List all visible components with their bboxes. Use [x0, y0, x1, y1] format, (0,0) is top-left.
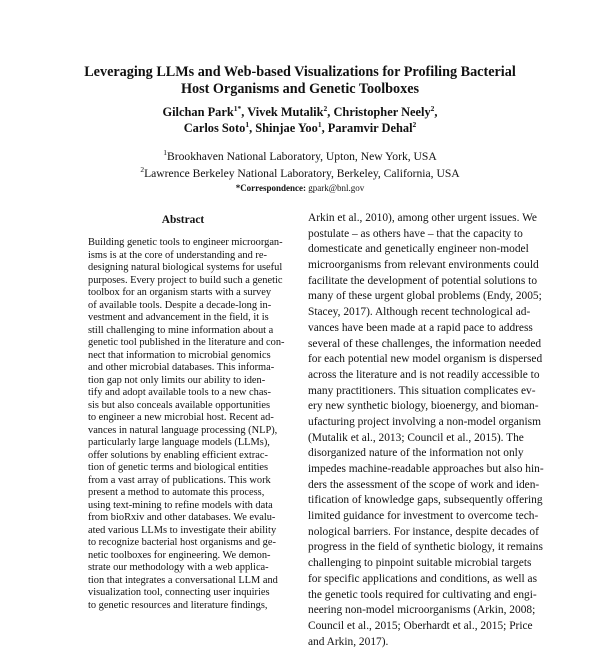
text-line: isms is at the core of understanding and re- — [88, 249, 267, 261]
intro-body-text — [308, 211, 544, 650]
text-line: visualization tool, connecting user inquiries — [88, 587, 270, 598]
text-line: many practitioners. This situation complicates ev- — [308, 384, 536, 397]
text-line: challenging to pinpoint suitable microbial targets — [308, 557, 532, 570]
text-line: ery new synthetic biology, bioenergy, and bioman- — [308, 400, 539, 413]
author: Paramvir Dehal$^2$ — [327, 119, 417, 135]
text-line: vances have been made at a rapid pace to address — [308, 321, 533, 334]
author: Shinjae Yoo$^1$, — [255, 119, 328, 135]
text-line: tion gap not only limits our ability to iden- — [88, 374, 266, 386]
author: Carlos Soto$^1$, — [183, 119, 256, 135]
text-line: nect that information to microbial genomics — [88, 349, 271, 361]
text-line: limited guidance for investment to overcome tech- — [308, 510, 539, 523]
text-line: of available tools. Despite a decade-long in- — [88, 299, 272, 311]
text-line: strate our methodology with a web applica- — [88, 562, 269, 573]
text-line: from bioRxiv and other databases. We evalu- — [88, 512, 276, 523]
text-line: the genetic tools required for cultivating and engi- — [308, 588, 537, 601]
text-line: ated various LLMs to investigate their ability — [88, 524, 277, 536]
correspondence-email[interactable]: gpark@bnl.gov — [308, 183, 365, 193]
text-line: domesticate and genetically engineer non-model — [308, 243, 529, 256]
abstract-body — [88, 237, 285, 612]
text-line: vances in natural language processing (NLP), — [88, 424, 278, 436]
text-line: progress in the field of synthetic biology, it remains — [308, 541, 543, 554]
text-line: Building genetic tools to engineer microorgan- — [88, 237, 283, 248]
text-line: microorganisms from relevant environments could — [308, 259, 539, 272]
author: Vivek Mutalik$^2$, — [247, 103, 334, 119]
text-line: Council et al., 2015; Oberhardt et al., 2015; Price — [308, 619, 533, 632]
text-line: neering non-model microorganisms (Arkin, 2008; — [308, 604, 536, 617]
text-line: impedes machine-readable approaches but also hin- — [308, 463, 544, 475]
correspondence — [40, 182, 560, 194]
text-line: tification of knowledge gaps, subsequently offering — [308, 494, 543, 507]
correspondence-label: *Correspondence: — [235, 183, 307, 193]
text-line: ders the assessment of the scope of work and iden- — [308, 478, 540, 491]
text-line: particularly large language models (LLMs), — [88, 437, 270, 448]
text-line: to genetic resources and literature findings, — [88, 599, 268, 611]
title-line: Host Organisms and Genetic Toolboxes — [180, 81, 420, 97]
text-line: nological barriers. For instance, despite decades of — [308, 525, 539, 538]
author-list — [40, 104, 560, 136]
affiliation: $^1$Brookhaven National Laboratory, Upton, New York, USA — [163, 148, 437, 163]
text-line: tion that integrates a conversational LLM and — [88, 574, 278, 586]
text-line: for specific applications and conditions, as well as — [308, 572, 538, 585]
text-line: disorganized nature of the information not only — [308, 447, 524, 460]
text-line: vestment and advancement in the field, it is — [88, 312, 269, 323]
text-line: offer solutions by enabling efficient extrac- — [88, 449, 268, 461]
text-line: postulate – as others have – that the capacity to — [308, 227, 523, 240]
text-line: designing natural biological systems for useful — [88, 262, 283, 273]
affiliations — [40, 148, 560, 182]
text-line: across the literature and is not readily accessible to — [308, 368, 540, 381]
text-line: purposes. Every project to build such a genetic — [88, 274, 283, 286]
text-line: Arkin et al., 2010), among other urgent issues. We — [308, 212, 537, 224]
text-line: and other microbial databases. This informa- — [88, 362, 275, 373]
text-line: and Arkin, 2017). — [308, 635, 389, 648]
paper-title — [40, 64, 560, 98]
affiliation: $^2$Lawrence Berkeley National Laboratory, Berkeley, California, USA — [140, 165, 460, 180]
text-line: to recognize bacterial host organisms and ge- — [88, 537, 276, 548]
abstract-heading: Abstract — [161, 214, 205, 226]
text-line: using text-mining to refine models with data — [88, 499, 273, 511]
text-line: facilitate the development of potential solutions to — [308, 274, 538, 287]
title-line: Leveraging LLMs and Web-based Visualizations for Profiling Bacterial — [84, 64, 516, 80]
text-line: several of these challenges, the information needed — [308, 337, 542, 350]
text-line: tify and adopt available tools to a new chas- — [88, 387, 271, 398]
text-line: many of these urgent global problems (Endy, 2005; — [308, 290, 542, 303]
author: Christopher Neely$^2$, — [333, 103, 438, 119]
text-line: ufacturing project involving a non-model organism — [308, 415, 541, 428]
text-line: sis but also conceals available opportunities — [88, 399, 271, 411]
author: Gilchan Park$^{1*}$, — [162, 103, 248, 119]
text-line: toolbox for an organism starts with a survey — [88, 287, 272, 298]
text-line: tion of genetic terms and biological entities — [88, 462, 269, 473]
text-line: still challenging to mine information about a — [88, 324, 274, 336]
text-line: Stacey, 2017). Although recent technological ad- — [308, 306, 531, 319]
text-line: (Mutalik et al., 2013; Council et al., 2015). The — [308, 431, 524, 444]
text-line: present a method to automate this process, — [88, 487, 265, 498]
text-line: to engineer a new microbial host. Recent ad- — [88, 412, 274, 423]
text-line: genetic tool published in the literature and con- — [88, 337, 285, 348]
text-line: netic toolboxes for engineering. We demon- — [88, 549, 271, 561]
text-line: for each potential new model organism is dispersed — [308, 353, 543, 366]
text-line: from a vast array of publications. This work — [88, 474, 271, 486]
